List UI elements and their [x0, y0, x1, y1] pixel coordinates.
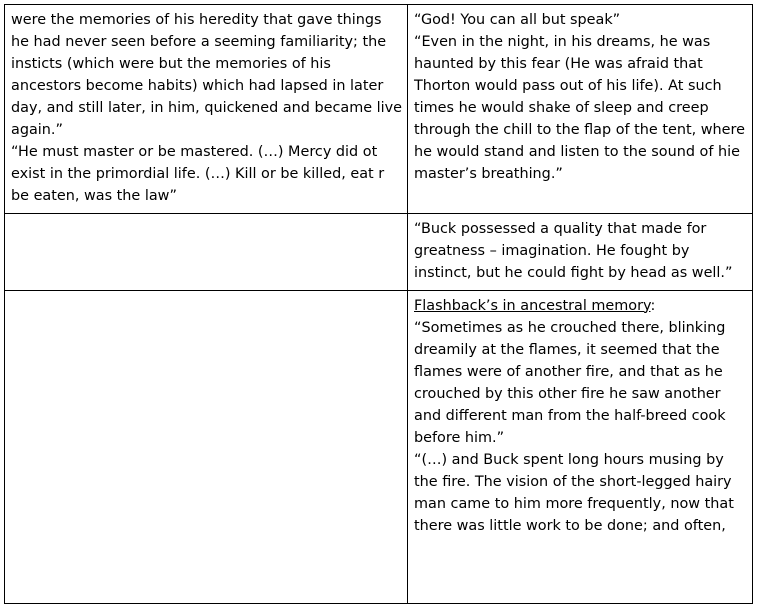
notes-table [4, 4, 753, 604]
table-cell-left-empty [5, 213, 408, 290]
table-row [5, 290, 753, 603]
quote-text: were the memories of his heredity that gave things he had never seen before a seeming familiarity; the insticts (which were but the memories of his ancestors become habits) which had lapsed in later day, and still later, in him, quickened and became live again.” [11, 12, 403, 138]
table-cell-right [408, 213, 753, 290]
quote-text: “He must master or be mastered. (…) Mercy did ot exist in the primordial life. (…) Kill or be killed, eat r be eaten, was the law” [11, 144, 385, 204]
section-heading-colon: : [650, 297, 656, 314]
table-cell-left-empty [5, 290, 408, 603]
quote-text: “Even in the night, in his dreams, he was haunted by this fear (He was afraid that Thorton would pass out of his life). At such times he would shake of sleep and creep through the chill to the flap of the tent, where he would stand and listen to the sound of hie master’s breathing.” [414, 34, 745, 182]
section-heading-text: Flashback’s in ancestral memory [414, 297, 651, 314]
section-heading [414, 295, 748, 317]
quote-text: “God! You can all but speak” [414, 12, 621, 28]
quote-text: “Buck possessed a quality that made for greatness – imagination. He fought by instinct, but he could fight by head as well.” [414, 220, 733, 281]
table-row [5, 5, 753, 214]
quote-text: “Sometimes as he crouched there, blinking dreamily at the flames, it seemed that the flames were of another fire, and that as he crouched by this other fire he saw another and different man from the half-breed cook before him.” [414, 319, 726, 446]
table-row [5, 213, 753, 290]
table-cell-right [408, 5, 753, 214]
quote-text: “(…) and Buck spent long hours musing by the fire. The vision of the short-legged hairy man came to him more frequently, now that there was little work to be done; and often, [414, 451, 734, 534]
table-cell-left [5, 5, 408, 214]
table-cell-right [408, 290, 753, 603]
